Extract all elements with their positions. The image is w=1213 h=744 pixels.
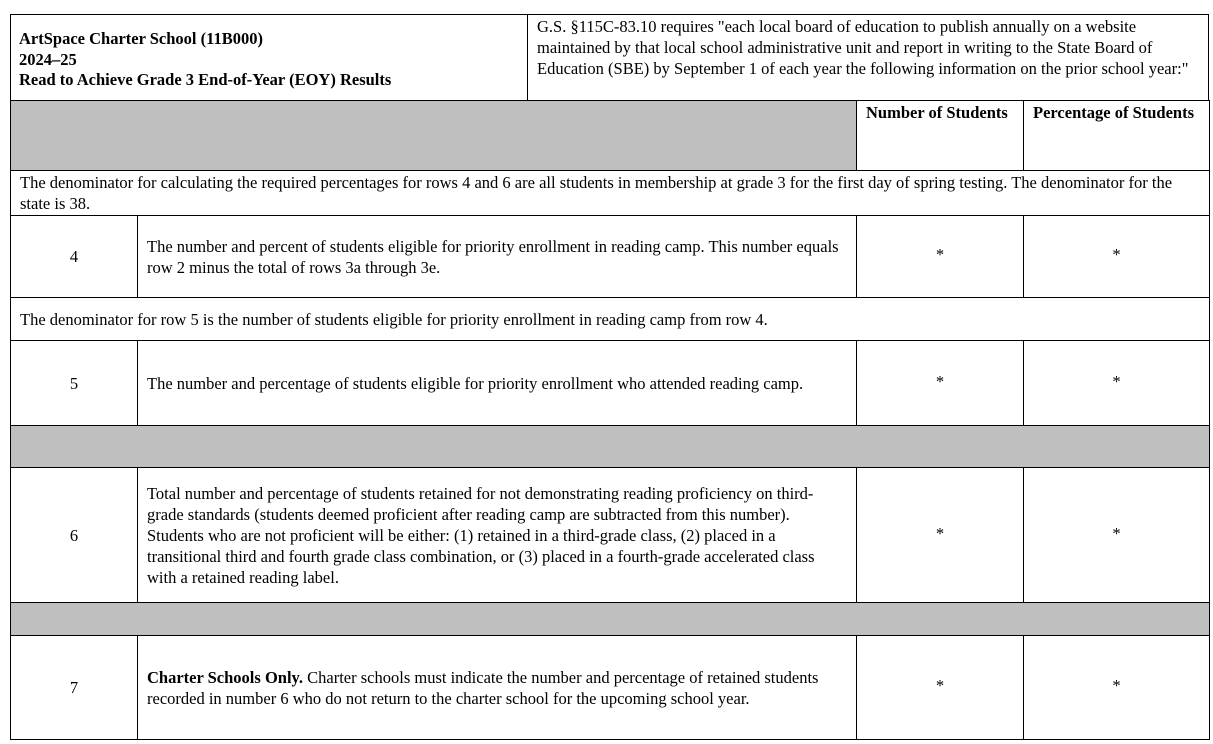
row-number: 5 bbox=[11, 341, 138, 426]
header-title-block bbox=[11, 15, 528, 100]
percentage-of-students-cell bbox=[1024, 216, 1210, 298]
gray-separator bbox=[11, 426, 1210, 468]
separator-row bbox=[11, 426, 1210, 468]
table-row bbox=[11, 216, 1210, 298]
number-of-students-value: * bbox=[935, 676, 945, 695]
table-row bbox=[11, 341, 1210, 426]
percentage-of-students-cell bbox=[1024, 636, 1210, 740]
results-table bbox=[10, 100, 1210, 740]
note-row bbox=[11, 171, 1210, 216]
row-description: The number and percentage of students eligible for priority enrollment who attended reading camp. bbox=[138, 341, 857, 426]
percentage-of-students-cell bbox=[1024, 341, 1210, 426]
percentage-of-students-value: * bbox=[1112, 523, 1121, 543]
report-title: Read to Achieve Grade 3 End-of-Year (EOY) Results bbox=[19, 70, 392, 89]
school-name: ArtSpace Charter School (11B000) bbox=[19, 29, 263, 48]
column-header-number: Number of Students bbox=[857, 101, 1024, 171]
number-of-students-value: * bbox=[935, 523, 945, 543]
school-year: 2024–25 bbox=[19, 49, 77, 69]
report-page bbox=[10, 14, 1209, 740]
table-row bbox=[11, 468, 1210, 603]
header-gray-cell bbox=[11, 101, 857, 171]
denominator-note-4-6: The denominator for calculating the required percentages for rows 4 and 6 are all students in membership at grade 3 for the first day of spring testing. The denominator for the state is 38. bbox=[11, 171, 1210, 216]
gray-separator bbox=[11, 603, 1210, 636]
note-row bbox=[11, 298, 1210, 341]
row-number: 6 bbox=[11, 468, 138, 603]
column-header-percentage: Percentage of Students bbox=[1024, 101, 1210, 171]
number-of-students-cell bbox=[857, 341, 1024, 426]
column-header-row bbox=[11, 101, 1210, 171]
row-description: Total number and percentage of students retained for not demonstrating reading proficiency on third-grade standards (students deemed proficient after reading camp are subtracted from this number). Students who are not proficient will be either: (1) retained in a third-grade class, (2) placed in a transitional third and fourth grade class combination, or (3) placed in a fourth-grade accelerated class with a retained reading label. bbox=[138, 468, 857, 603]
percentage-of-students-value: * bbox=[1112, 371, 1121, 391]
percentage-of-students-value: * bbox=[1112, 676, 1121, 695]
row-description-text: Charter schools must indicate the number and percentage of retained students recorded in number 6 who do not return to the charter school for the upcoming school year. bbox=[147, 667, 819, 708]
row-description: The number and percent of students eligible for priority enrollment in reading camp. This number equals row 2 minus the total of rows 3a through 3e. bbox=[138, 216, 857, 298]
separator-row bbox=[11, 603, 1210, 636]
table-row bbox=[11, 636, 1210, 740]
row-number: 7 bbox=[11, 636, 138, 740]
number-of-students-cell bbox=[857, 636, 1024, 740]
percentage-of-students-value: * bbox=[1112, 245, 1121, 264]
denominator-note-5: The denominator for row 5 is the number of students eligible for priority enrollment in reading camp from row 4. bbox=[11, 298, 1210, 341]
row-number: 4 bbox=[11, 216, 138, 298]
percentage-of-students-cell bbox=[1024, 468, 1210, 603]
report-header bbox=[10, 14, 1209, 101]
number-of-students-value: * bbox=[935, 371, 945, 391]
number-of-students-cell bbox=[857, 216, 1024, 298]
row-description bbox=[138, 636, 857, 740]
number-of-students-cell bbox=[857, 468, 1024, 603]
number-of-students-value: * bbox=[935, 245, 945, 264]
charter-only-label: Charter Schools Only. bbox=[147, 667, 304, 687]
statute-text: G.S. §115C-83.10 requires "each local board of education to publish annually on a website maintained by that local school administrative unit and report in writing to the State Board of Education (SBE) by September 1 of each year the following information on the prior school year:" bbox=[537, 17, 1189, 78]
